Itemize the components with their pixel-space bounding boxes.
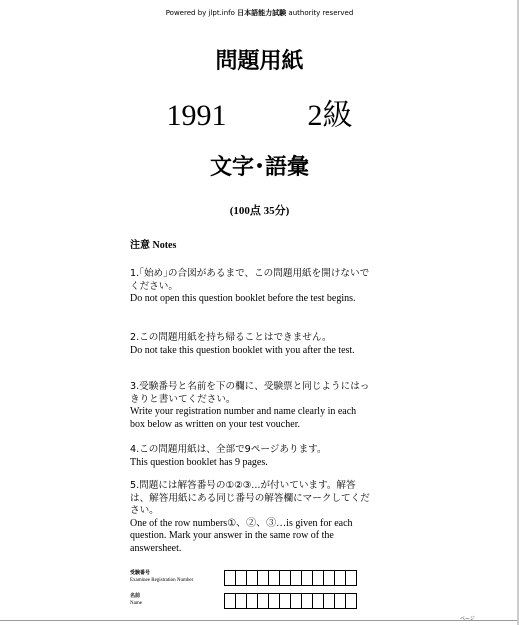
points-time: (100点 35分)	[229, 205, 290, 217]
registration-number-boxes[interactable]	[225, 570, 357, 586]
page-bottom-divider	[0, 620, 519, 621]
notes-heading-en: Notes	[152, 240, 177, 251]
note-3	[130, 381, 370, 431]
registration-number-label-jp: 受験番号	[130, 570, 151, 576]
section-title: 文字･語彙	[209, 155, 309, 180]
name-boxes[interactable]	[225, 593, 357, 609]
note-1-jp: 1.｢始め｣の合図があるまで、この問題用紙を開けないでください。	[130, 268, 370, 292]
note-2-jp: 2.この問題用紙を持ち帰ることはできません。	[130, 332, 332, 343]
registration-number-label	[130, 570, 226, 584]
registration-digit-box[interactable]	[345, 570, 357, 586]
note-3-jp: 3.受験番号と名前を下の欄に、受験票と同じようにはっきりと書いてください。	[130, 381, 370, 405]
powered-jp: 日本語能力試験	[237, 9, 287, 17]
note-2	[130, 332, 370, 357]
note-1-en: Do not open this question booklet before the test begins.	[130, 293, 356, 304]
note-4-jp: 4.この問題用紙は、全部で9ページあります。	[130, 444, 327, 455]
name-label	[130, 593, 226, 607]
note-3-en: Write your registration number and name clearly in each box below as written on your test voucher.	[130, 406, 357, 430]
note-2-en: Do not take this question booklet with you after the test.	[130, 344, 355, 356]
note-5-jp: 5.問題には解答番号の①②③...が付いています。解答は、解答用紙にある同じ番号の解答欄にマークしてください。	[130, 480, 370, 516]
notes-heading	[130, 236, 176, 251]
name-label-jp: 名前	[130, 593, 141, 599]
note-4-en: This question booklet has 9 pages.	[130, 456, 268, 468]
note-5-en: One of the row numbers①、②、③…is given for each question. Mark your answer in the same row of the answersheet.	[130, 517, 353, 554]
note-4	[130, 444, 370, 469]
page-title: 問題用紙	[215, 49, 304, 74]
exam-level: 2級	[307, 99, 353, 132]
year-level	[0, 90, 519, 134]
exam-year: 1991	[166, 99, 227, 132]
note-5	[130, 480, 370, 555]
registration-number-label-en: Examinee Registration Number	[130, 578, 194, 583]
name-label-en: Name	[130, 601, 142, 606]
page-word: ページ	[460, 616, 475, 622]
powered-prefix: Powered by jlpt.info	[165, 9, 235, 17]
powered-suffix: authority reserved	[288, 9, 354, 17]
note-1	[130, 268, 370, 306]
notes-heading-jp: 注意	[130, 240, 150, 251]
name-char-box[interactable]	[345, 593, 357, 609]
powered-by-line	[0, 8, 519, 18]
